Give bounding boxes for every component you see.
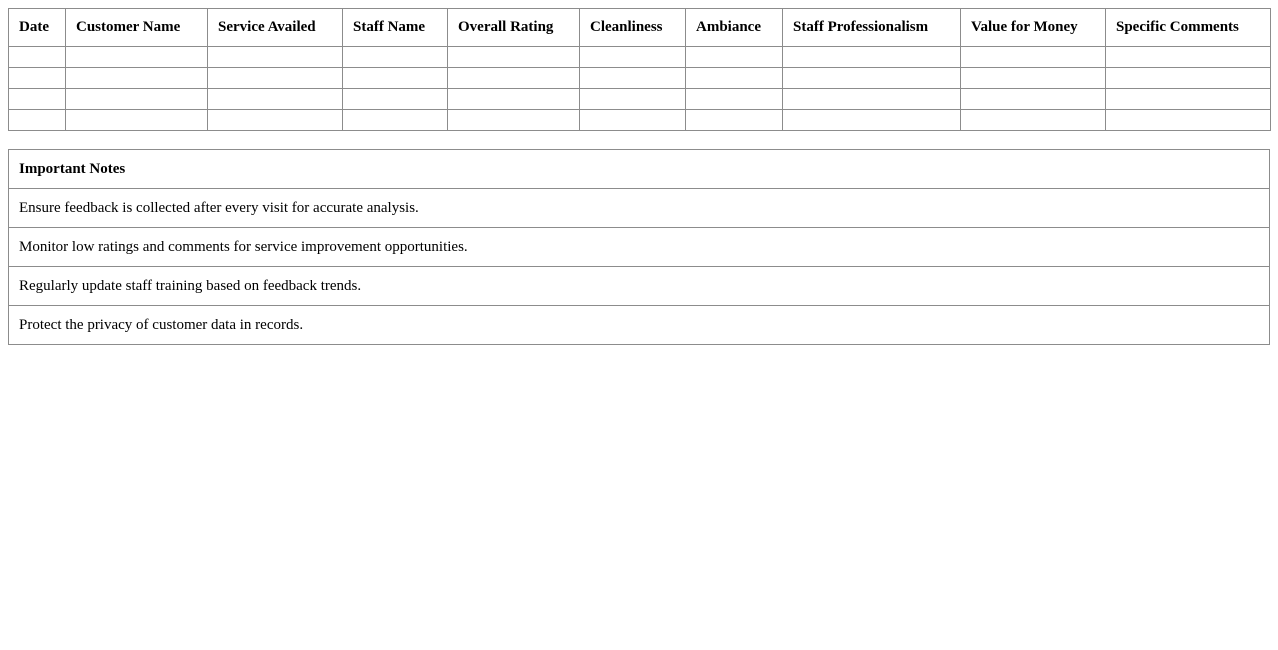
table-row [9,110,1271,131]
notes-title: Important Notes [9,150,1270,189]
table-cell[interactable] [783,89,961,110]
table-cell[interactable] [448,110,580,131]
table-cell[interactable] [1106,47,1271,68]
table-cell[interactable] [448,68,580,89]
table-cell[interactable] [9,89,66,110]
table-cell[interactable] [783,47,961,68]
note-text: Regularly update staff training based on feedback trends. [9,267,1270,306]
column-header-date: Date [9,9,66,47]
table-cell[interactable] [208,110,343,131]
table-cell[interactable] [9,110,66,131]
column-header-value-for-money: Value for Money [961,9,1106,47]
table-cell[interactable] [686,47,783,68]
table-cell[interactable] [343,89,448,110]
table-cell[interactable] [1106,89,1271,110]
note-text: Protect the privacy of customer data in records. [9,306,1270,345]
list-item [9,267,1270,306]
header-row [9,9,1271,47]
table-cell[interactable] [1106,110,1271,131]
table-cell[interactable] [343,47,448,68]
column-header-cleanliness: Cleanliness [580,9,686,47]
table-row [9,47,1271,68]
table-cell[interactable] [208,68,343,89]
table-cell[interactable] [783,110,961,131]
table-cell[interactable] [686,68,783,89]
table-cell[interactable] [9,47,66,68]
notes-header-row [9,150,1270,189]
table-cell[interactable] [580,47,686,68]
list-item [9,306,1270,345]
table-cell[interactable] [448,47,580,68]
column-header-customer-name: Customer Name [66,9,208,47]
column-header-staff-name: Staff Name [343,9,448,47]
column-header-ambiance: Ambiance [686,9,783,47]
table-cell[interactable] [961,68,1106,89]
column-header-staff-professionalism: Staff Professionalism [783,9,961,47]
list-item [9,189,1270,228]
table-cell[interactable] [686,110,783,131]
table-cell[interactable] [66,47,208,68]
column-header-specific-comments: Specific Comments [1106,9,1271,47]
table-row [9,68,1271,89]
feedback-table [8,8,1271,131]
notes-table [8,149,1270,345]
column-header-overall-rating: Overall Rating [448,9,580,47]
table-cell[interactable] [9,68,66,89]
table-cell[interactable] [961,110,1106,131]
table-cell[interactable] [686,89,783,110]
table-row [9,89,1271,110]
table-cell[interactable] [580,68,686,89]
table-cell[interactable] [208,89,343,110]
table-cell[interactable] [1106,68,1271,89]
table-cell[interactable] [66,68,208,89]
table-cell[interactable] [961,47,1106,68]
table-cell[interactable] [208,47,343,68]
table-cell[interactable] [66,89,208,110]
list-item [9,228,1270,267]
table-cell[interactable] [343,110,448,131]
note-text: Ensure feedback is collected after every visit for accurate analysis. [9,189,1270,228]
table-cell[interactable] [448,89,580,110]
table-cell[interactable] [343,68,448,89]
table-cell[interactable] [580,89,686,110]
table-cell[interactable] [783,68,961,89]
column-header-service-availed: Service Availed [208,9,343,47]
table-cell[interactable] [580,110,686,131]
note-text: Monitor low ratings and comments for service improvement opportunities. [9,228,1270,267]
table-cell[interactable] [961,89,1106,110]
table-cell[interactable] [66,110,208,131]
